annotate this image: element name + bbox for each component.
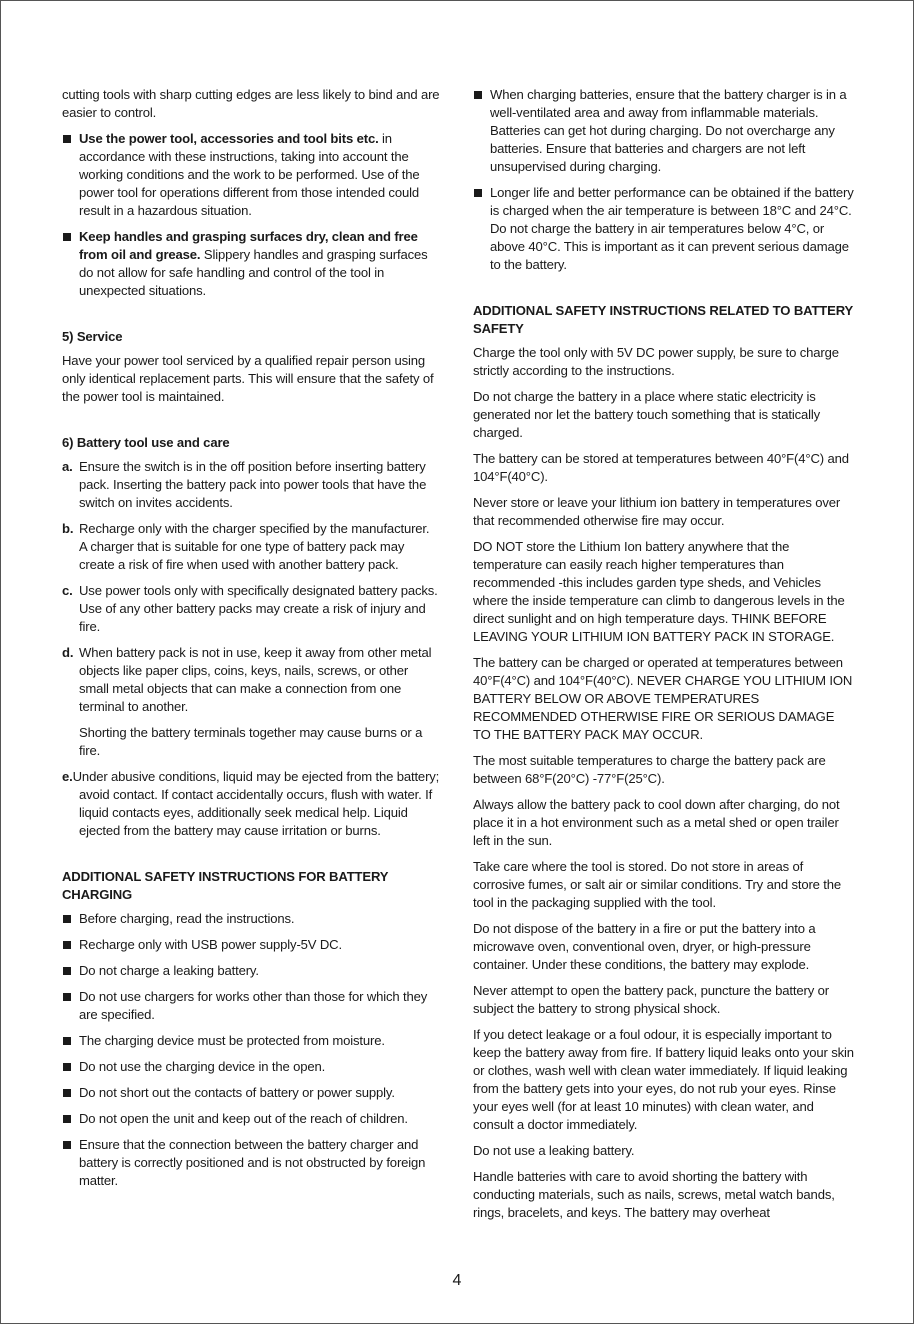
square-bullet-icon [63, 233, 71, 241]
square-bullet-icon [63, 915, 71, 923]
square-bullet-icon [63, 941, 71, 949]
square-bullet-icon [63, 1037, 71, 1045]
charging-bullet: Do not open the unit and keep out of the reach of children. [62, 1110, 440, 1128]
battery-item-a: a. Ensure the switch is in the off position before inserting battery pack. Inserting the battery pack into power tools that have the switch on invites accidents. [62, 459, 427, 510]
battery-item-d: d. When battery pack is not in use, keep it away from other metal objects like paper clips, coins, keys, nails, screws, or other small metal objects that can make a connection from one terminal to another. [62, 645, 432, 714]
safety-paragraph: The battery can be charged or operated at temperatures between 40°F(4°C) and 104°F(40°C). NEVER CHARGE YOU LITHIUM ION BATTERY BELOW OR ABOVE TEMPERATURES RECOMMENDED OTHERWISE FIRE OR SERIOUS DAMAGE TO THE BATTERY PACK MAY OCCUR. [473, 655, 853, 742]
safety-paragraph: The most suitable temperatures to charge the battery pack are between 68°F(20°C) -77°F(25°C). [473, 753, 826, 786]
square-bullet-icon [63, 1115, 71, 1123]
left-column [62, 86, 440, 1198]
battery-safety-heading: ADDITIONAL SAFETY INSTRUCTIONS RELATED TO BATTERY SAFETY [473, 303, 853, 336]
bullet-bold-text: Keep handles and grasping surfaces dry, clean and free from oil and grease. [79, 229, 418, 262]
square-bullet-icon [63, 135, 71, 143]
safety-paragraph: Take care where the tool is stored. Do not store in areas of corrosive fumes, or salt air or similar conditions. Try and store the tool in the packaging supplied with the tool. [473, 859, 842, 910]
service-paragraph: Have your power tool serviced by a qualified repair person using only identical replacement parts. This will ensure that the safety of the power tool is maintained. [62, 353, 434, 404]
safety-paragraph: Do not dispose of the battery in a fire or put the battery into a microwave oven, conventional oven, dryer, or high-pressure container. Under these conditions, the battery may explode. [473, 921, 816, 972]
safety-paragraph: If you detect leakage or a foul odour, it is especially important to keep the battery away from fire. If battery liquid leaks onto your skin or clothes, wash well with clean water immediately. If liquid leaking from the battery gets into your eyes, do not rub your eyes. Rinse your eyes well (for at least 10 minutes) with clean water, and consult a doctor immediately. [473, 1027, 854, 1132]
square-bullet-icon [474, 189, 482, 197]
square-bullet-icon [63, 1063, 71, 1071]
battery-item-c: c. Use power tools only with specifically designated battery packs. Use of any other battery packs may create a risk of injury and fire. [62, 583, 438, 634]
bullet-bold-text: Use the power tool, accessories and tool bits etc. [79, 131, 379, 146]
charging-bullet: When charging batteries, ensure that the battery charger is in a well-ventilated area and away from inflammable materials. Batteries can get hot during charging. Do not overcharge any batteries. Ensure that batteries and chargers are not left unsupervised during charging. [473, 86, 855, 176]
right-column [473, 86, 855, 1230]
shorting-note: Shorting the battery terminals together may cause burns or a fire. [79, 725, 423, 758]
square-bullet-icon [63, 1089, 71, 1097]
safety-paragraph: Never store or leave your lithium ion battery in temperatures over that recommended otherwise fire may occur. [473, 495, 841, 528]
square-bullet-icon [474, 91, 482, 99]
charging-bullet: Recharge only with USB power supply-5V DC. [62, 936, 440, 954]
bullet-handles [62, 228, 440, 300]
square-bullet-icon [63, 993, 71, 1001]
bullet-text: in accordance with these instructions, taking into account the working conditions and the work to be performed. Use of the power tool for operations different from those intended could result in a hazardous situation. [79, 131, 420, 218]
safety-paragraph: Never attempt to open the battery pack, puncture the battery or subject the battery to strong physical shock. [473, 983, 829, 1016]
charging-bullet: Longer life and better performance can be obtained if the battery is charged when the air temperature is between 18°C and 24°C. Do not charge the battery in air temperatures below 4°C, or above 40°C. This is important as it can prevent serious damage to the battery. [473, 184, 855, 274]
safety-paragraph: The battery can be stored at temperatures between 40°F(4°C) and 104°F(40°C). [473, 451, 849, 484]
charging-bullet: The charging device must be protected from moisture. [62, 1032, 440, 1050]
charging-bullet: Ensure that the connection between the battery charger and battery is correctly positioned and is not obstructed by foreign matter. [62, 1136, 440, 1190]
safety-paragraph: Handle batteries with care to avoid shorting the battery with conducting materials, such as nails, screws, metal watch bands, rings, bracelets, and keys. The battery may overheat [473, 1169, 835, 1220]
intro-paragraph: cutting tools with sharp cutting edges are less likely to bind and are easier to control. [62, 87, 440, 120]
bullet-accessories [62, 130, 440, 220]
charging-bullet: Do not charge a leaking battery. [62, 962, 440, 980]
battery-care-heading: 6) Battery tool use and care [62, 435, 230, 450]
safety-paragraph: Always allow the battery pack to cool down after charging, do not place it in a hot environment such as a metal shed or open trailer left in the sun. [473, 797, 840, 848]
safety-paragraph: Do not charge the battery in a place where static electricity is generated nor let the battery touch something that is statically charged. [473, 389, 821, 440]
charging-bullet: Before charging, read the instructions. [62, 910, 440, 928]
safety-paragraph: Charge the tool only with 5V DC power supply, be sure to charge strictly according to the instructions. [473, 345, 839, 378]
charging-bullet: Do not use chargers for works other than those for which they are specified. [62, 988, 440, 1024]
battery-item-e: e.Under abusive conditions, liquid may be ejected from the battery; avoid contact. If contact accidentally occurs, flush with water. If liquid contacts eyes, additionally seek medical help. Liquid ejected from the battery may cause irritation or burns. [62, 769, 440, 838]
charging-heading: ADDITIONAL SAFETY INSTRUCTIONS FOR BATTERY CHARGING [62, 869, 389, 902]
square-bullet-icon [63, 967, 71, 975]
square-bullet-icon [63, 1141, 71, 1149]
safety-paragraph: Do not use a leaking battery. [473, 1143, 635, 1158]
charging-bullet: Do not short out the contacts of battery or power supply. [62, 1084, 440, 1102]
page-number: 4 [452, 1272, 462, 1289]
bullet-text: Slippery handles and grasping surfaces do not allow for safe handling and control of the tool in unexpected situations. [79, 247, 428, 298]
battery-item-b: b. Recharge only with the charger specified by the manufacturer. A charger that is suitable for one type of battery pack may create a risk of fire when used with another battery pack. [62, 521, 430, 572]
safety-paragraph: DO NOT store the Lithium Ion battery anywhere that the temperature can easily reach higher temperatures than recommended -this includes garden type sheds, and Vehicles where the inside temperature can climb to dangerous levels in the direct sunlight and on high temperature days. THINK BEFORE LEAVING YOUR LITHIUM ION BATTERY PACK IN STORAGE. [473, 539, 845, 644]
charging-bullet: Do not use the charging device in the open. [62, 1058, 440, 1076]
service-heading: 5) Service [62, 329, 123, 344]
